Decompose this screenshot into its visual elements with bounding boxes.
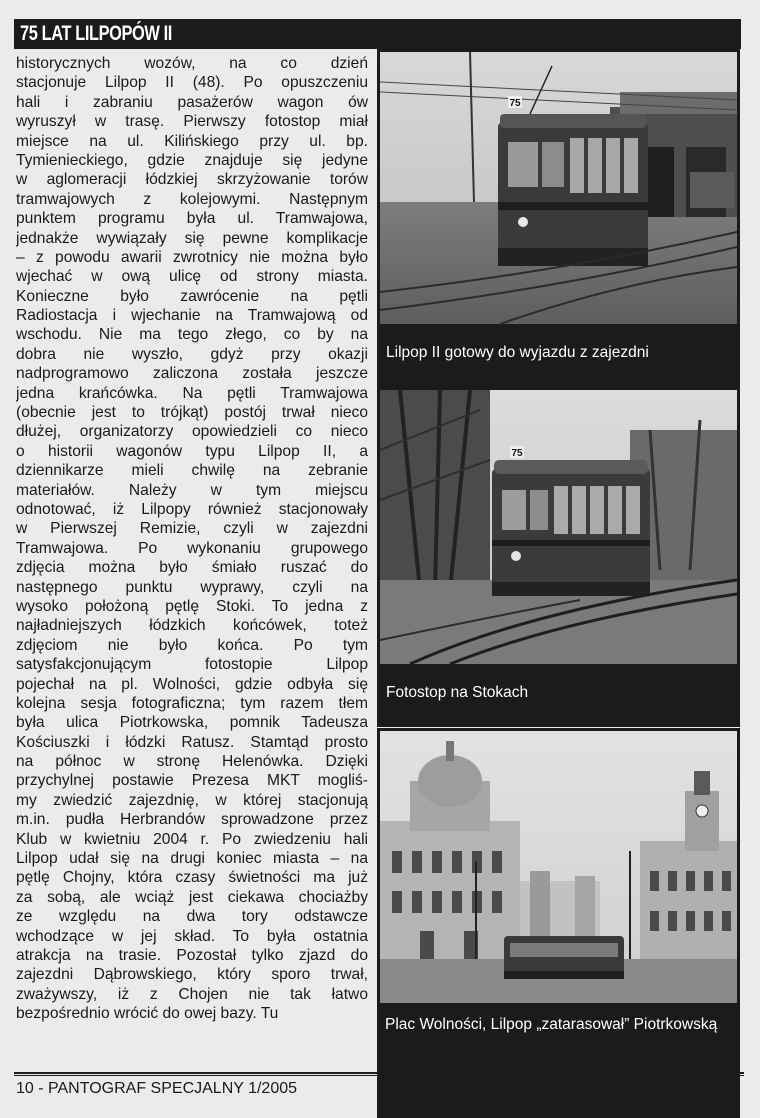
header-title: 75 LAT LILPOPÓW II: [20, 22, 172, 45]
article-line: zważywszy, iż z Chojen nie tak łatwo: [16, 985, 368, 1003]
article-line: za sobą, ale wciąż jest ciekawa chociażby: [16, 888, 368, 906]
photo-caption-3: Plac Wolności, Lilpop „zatarasował” Piotrkowską: [385, 1016, 718, 1033]
article-line: my zwiedzić zajezdnię, w której stacjonują: [16, 791, 368, 809]
article-line: Tymienieckiego, gdzie znajduje się jedyne: [16, 151, 368, 169]
article-line: Konieczne było zawrócenie na pętli: [16, 287, 368, 305]
article-line: atrakcja na trasie. Pozostał tylko zjazd do: [16, 946, 368, 964]
article-line: historycznych wozów, na co dzień: [16, 55, 368, 72]
article-body: [16, 54, 368, 1070]
article-line: zdjęciom nie było końca. Po tym: [16, 636, 368, 654]
article-line: zajezdni Dąbrowskiego, który sporo trwał,: [16, 966, 368, 984]
article-line: dziennikarze mieli chwilę na zebranie: [16, 462, 368, 480]
article-line: pojechał na pl. Wolności, gdzie odbyła się: [16, 675, 368, 693]
article-line: Kościuszki i łódzki Ratusz. Stamtąd prosto: [16, 733, 368, 751]
photo-block-stoki: [377, 387, 740, 727]
article-line: o historii wagonów typu Lilpop II, a: [16, 442, 368, 460]
article-line: pętlę Chojny, która czasy świetności ma już: [16, 869, 368, 887]
photo-caption-2: Fotostop na Stokach: [386, 684, 529, 701]
article-line: na północ w stronę Helenówka. Dzięki: [16, 753, 368, 771]
article-line: hali i zabraniu pasażerów wagon ów: [16, 93, 368, 111]
article-line: wchodzące w jej skład. To była ostatnia: [16, 927, 368, 945]
photo-caption-1: Lilpop II gotowy do wyjazdu z zajezdni: [386, 344, 649, 361]
footer-rule-thin: [14, 1075, 744, 1076]
article-line: bezpośrednio wrócić do owej bazy. Tu: [16, 1005, 279, 1023]
footer-page-info: 10 - PANTOGRAF SPECJALNY 1/2005: [16, 1080, 298, 1097]
article-line: materiałów. Należy w tym miejscu: [16, 481, 368, 499]
article-line: wschodu. Nie ma tego złego, co by na: [16, 326, 368, 344]
route-number: 75: [509, 98, 521, 109]
photo-tram-depot: [380, 52, 737, 324]
route-number: 75: [511, 448, 523, 459]
article-line: dobra nie wyszło, gdyż przy okazji: [16, 345, 368, 363]
article-line: następnego punktu wyprawy, czyli na: [16, 578, 368, 596]
article-line: kolejna sesja fotograficzna; tym razem tłem: [16, 694, 368, 712]
article-line: jedna krańcówka. Na pętli Tramwajowa: [16, 384, 368, 402]
photo-plac-wolnosci: [380, 731, 737, 1003]
article-line: przychylnej postawie Prezesa MKT mogliś-: [16, 772, 368, 790]
header-bar: [14, 19, 741, 49]
photo-block-plac-wolnosci: [377, 728, 740, 1118]
article-line: m.in. pudła Herbrandów sprowadzone przez: [16, 811, 368, 829]
article-line: Lilpop udał się na drugi koniec miasta – na: [16, 850, 368, 868]
article-line: (obecnie jest to trójkąt) postój trwał nieco: [16, 404, 368, 422]
article-line: nadprogramowo zaliczona została jeszcze: [16, 365, 368, 383]
article-line: punktem programu była ul. Tramwajowa,: [16, 210, 368, 228]
article-line: wysoko położoną pętlę Stoki. To jedna z: [16, 597, 368, 615]
article-line: w Pierwszej Remizie, czyli w zajezdni: [16, 520, 368, 538]
article-line: odnotować, iż Lilpopy również stacjonowały: [16, 500, 368, 518]
article-line: dłużej, organizatorzy opowiedzieli co nieco: [16, 423, 368, 441]
article-line: Klub w kwietniu 2004 r. Po zwiedzeniu hali: [16, 830, 368, 848]
article-line: zdjęcia można było śmiało ruszać do: [16, 559, 368, 577]
article-line: stacjonuje Lilpop II (48). Po opuszczeniu: [16, 74, 368, 92]
photo-tram-stoki: [380, 390, 737, 664]
article-line: Radiostacja i wjechanie na Tramwajową od: [16, 307, 368, 325]
article-line: w aglomeracji łódzkiej skrzyżowanie torów: [16, 171, 368, 189]
footer-rule: [14, 1072, 744, 1074]
article-line: wyruszył w trasę. Pierwszy fotostop miał: [16, 113, 368, 131]
article-line: miejsce na ul. Kilińskiego przy ul. bp.: [16, 132, 368, 150]
article-line: była ulica Piotrkowska, pomnik Tadeusza: [16, 714, 368, 732]
article-line: jednakże wywiązały się pewne komplikacje: [16, 229, 368, 247]
photo-block-depot: [377, 49, 740, 389]
article-line: tramwajowych z kolejowymi. Następnym: [16, 190, 368, 208]
article-line: najładniejszych łódzkich końcówek, toteż: [16, 617, 368, 635]
article-line: wjechać w ową ulicę od strony miasta.: [16, 268, 368, 286]
article-line: – z powodu awarii zwrotnicy nie można było: [16, 248, 368, 266]
article-line: satysfakcjonującym fotostopie Lilpop: [16, 656, 368, 674]
article-line: ze względu na dwa tory odstawcze: [16, 908, 368, 926]
article-line: Tramwajowa. Po wykonaniu grupowego: [16, 539, 368, 557]
